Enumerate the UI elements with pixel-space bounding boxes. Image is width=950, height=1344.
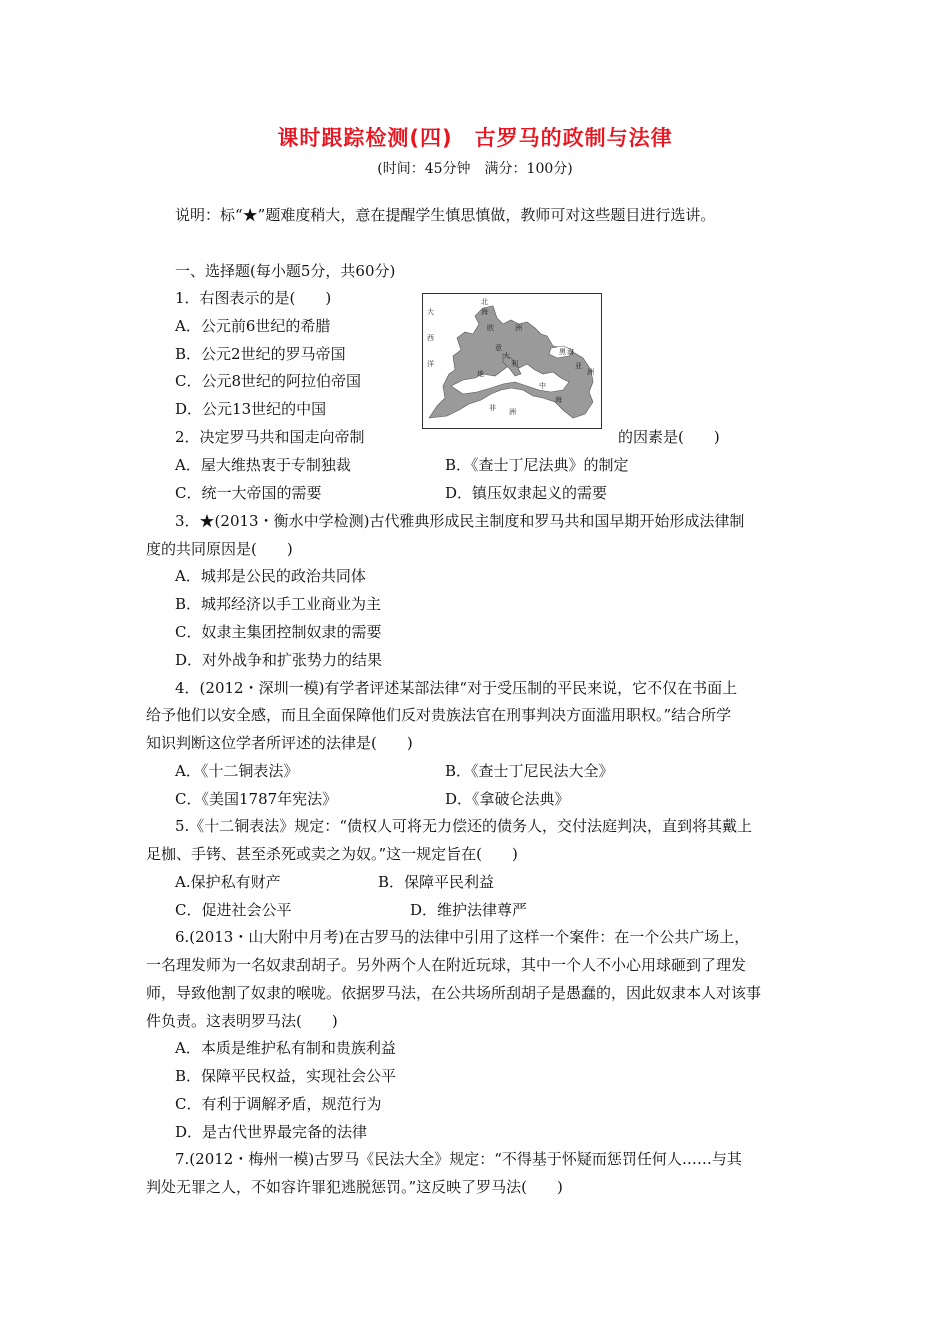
map-svg [423,294,601,428]
map-label: 西 [427,334,434,342]
question-6-option-a: A．本质是维护私有制和贵族利益 [175,1039,396,1057]
map-label: 黑 [559,348,566,356]
question-6-stem-line-1: 6.(2013・山大附中月考)在古罗马的法律中引用了这样一个案件：在一个公共广场上， [175,928,750,946]
page-title: 课时跟踪检测(四) 古罗马的政制与法律 [277,126,673,150]
map-label: 大 [427,308,434,316]
question-3-stem-line-1: 3．★(2013・衡水中学检测)古代雅典形成民主制度和罗马共和国早期开始形成法律制 [175,512,745,530]
map-label: 洋 [427,360,434,368]
question-6-option-b: B．保障平民权益，实现社会公平 [175,1067,397,1085]
question-3-stem-line-2: 度的共同原因是( ) [146,540,293,558]
question-6-option-d: D．是古代世界最完备的法律 [175,1123,368,1141]
question-4-option-b: B．《查士丁尼民法大全》 [445,762,614,780]
question-1-option-c: C．公元8世纪的阿拉伯帝国 [175,372,362,390]
map-label: 海 [555,396,562,404]
map-label: 欧 [487,324,494,332]
map-label: 大 [503,352,510,360]
question-2-stem-left: 2．决定罗马共和国走向帝制 [175,428,365,446]
page-subtitle: (时间：45分钟 满分：100分) [377,161,573,177]
question-6-stem-line-4: 件负责。这表明罗马法( ) [146,1012,338,1030]
question-4-stem-line-3: 知识判断这位学者所评述的法律是( ) [146,734,413,752]
question-7-stem-line-2: 判处无罪之人，不如容许罪犯逃脱惩罚。”这反映了罗马法( ) [146,1178,563,1196]
instruction-note: 说明：标“★”题难度稍大，意在提醒学生慎思慎做，教师可对这些题目进行选讲。 [175,206,716,224]
map-label: 亚 [575,362,582,370]
question-3-option-d: D．对外战争和扩张势力的结果 [175,651,383,669]
question-4-option-c: C．《美国1787年宪法》 [175,790,338,808]
question-2-option-d: D．镇压奴隶起义的需要 [445,484,608,502]
question-5-option-d: D．维护法律尊严 [410,901,528,919]
question-6-stem-line-2: 一名理发师为一名奴隶刮胡子。另外两个人在附近玩球，其中一个人不小心用球砸到了理发 [146,956,747,974]
question-6-option-c: C．有利于调解矛盾，规范行为 [175,1095,382,1113]
map-label: 北 [481,298,488,306]
question-5-option-b: B．保障平民利益 [378,873,495,891]
question-7-stem-line-1: 7.(2012・梅州一模)古罗马《民法大全》规定：“不得基于怀疑而惩罚任何人……与其 [175,1150,742,1168]
map-label: 洲 [587,368,594,376]
section-heading: 一、选择题(每小题5分，共60分) [175,262,396,280]
map-label: 利 [511,360,518,368]
question-1-option-a: A．公元前6世纪的希腊 [175,317,331,335]
question-3-option-a: A．城邦是公民的政治共同体 [175,567,366,585]
map-label: 海 [481,308,488,316]
map-label: 中 [539,382,546,390]
question-1-option-d: D．公元13世纪的中国 [175,400,327,418]
question-5-stem-line-2: 足枷、手铐、甚至杀死或卖之为奴。”这一规定旨在( ) [146,845,518,863]
question-1-option-b: B．公元2世纪的罗马帝国 [175,345,346,363]
question-4-option-a: A．《十二铜表法》 [175,762,299,780]
map-label: 地 [477,370,484,378]
question-4-option-d: D．《拿破仑法典》 [445,790,570,808]
question-5-option-c: C．促进社会公平 [175,901,292,919]
question-3-option-c: C．奴隶主集团控制奴隶的需要 [175,623,382,641]
map-label: 非 [489,404,496,412]
question-5-stem-line-1: 5.《十二铜表法》规定：“债权人可将无力偿还的债务人，交付法庭判决，直到将其戴上 [175,817,752,835]
map-label: 洲 [515,324,522,332]
question-6-stem-line-3: 师，导致他割了奴隶的喉咙。依据罗马法，在公共场所刮胡子是愚蠢的，因此奴隶本人对该事 [146,984,762,1002]
roman-empire-map [422,293,602,429]
question-1-stem: 1．右图表示的是( ) [175,289,332,307]
question-2-stem-right: 的因素是( ) [618,428,720,446]
question-4-stem-line-1: 4．(2012・深圳一模)有学者评述某部法律“对于受压制的平民来说，它不仅在书面上 [175,679,738,697]
question-2-option-a: A．屋大维热衷于专制独裁 [175,456,351,474]
map-label: 意 [495,344,502,352]
question-5-option-a: A.保护私有财产 [175,873,281,891]
map-label: 洲 [509,408,516,416]
question-2-option-c: C．统一大帝国的需要 [175,484,322,502]
question-4-stem-line-2: 给予他们以安全感，而且全面保障他们反对贵族法官在刑事判决方面滥用职权。”结合所学 [146,706,732,724]
question-2-option-b: B．《查士丁尼法典》的制定 [445,456,629,474]
question-3-option-b: B．城邦经济以手工业商业为主 [175,595,382,613]
map-label: 海 [567,348,574,356]
